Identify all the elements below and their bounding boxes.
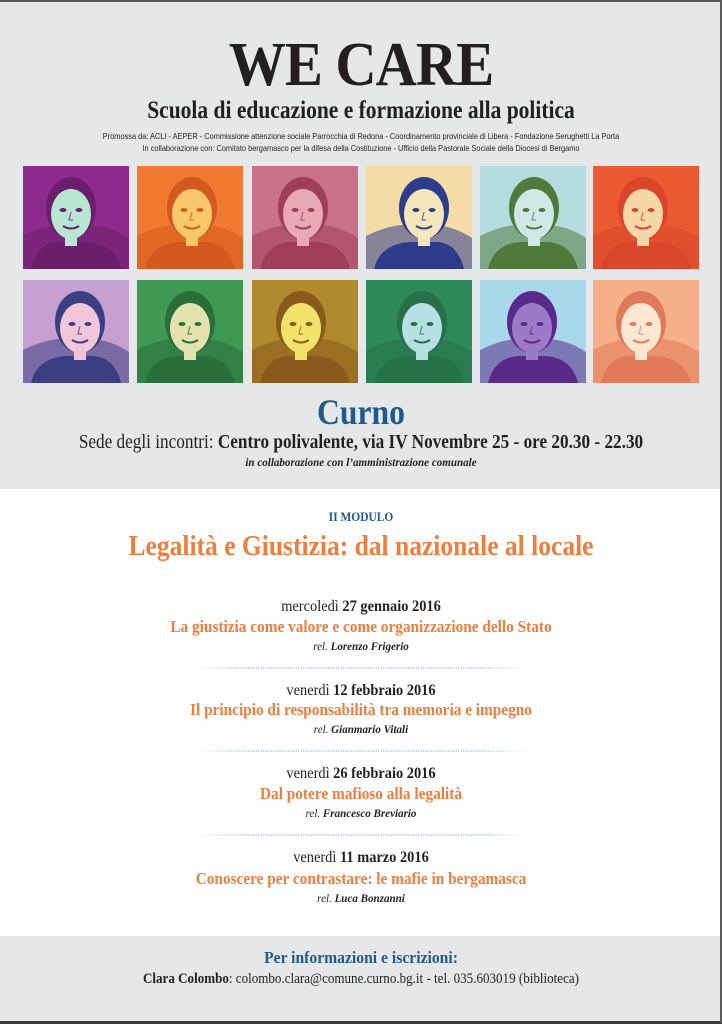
- event-title: Il principio di responsabilità tra memoria e impegno: [190, 700, 532, 719]
- contact-line: [36, 970, 686, 988]
- portrait-image: [23, 280, 129, 383]
- portrait-tile: [593, 166, 699, 269]
- portrait-image: [593, 280, 699, 383]
- portrait-tile: [252, 166, 358, 269]
- event-speaker: [29, 891, 693, 905]
- portrait-image: [252, 166, 358, 269]
- event-separator: [195, 834, 530, 836]
- venue-line: [51, 430, 672, 454]
- portrait-tile: [23, 280, 129, 383]
- portrait-image: [480, 280, 586, 383]
- speaker-prefix: rel.: [305, 806, 323, 820]
- venue-value: Centro polivalente, via IV Novembre 25 - ore 20.30 - 22.30: [217, 431, 644, 453]
- event-date-value: 26 febbraio 2016: [333, 765, 436, 782]
- event-weekday: venerdì: [286, 765, 334, 782]
- module-label: II MODULO: [328, 509, 394, 524]
- portrait-image: [480, 166, 586, 269]
- portrait-image: [23, 166, 129, 269]
- portrait-tile: [366, 280, 472, 383]
- portrait-image: [366, 280, 472, 383]
- event-title: Conoscere per contrastare: le mafie in bergamasca: [195, 869, 527, 888]
- city-name: Curno: [316, 392, 406, 432]
- contact-details[interactable]: : colombo.clara@comune.curno.bg.it - tel. 035.603019 (biblioteca): [228, 971, 580, 987]
- speaker-name: Gianmario Vitali: [331, 722, 409, 736]
- page-subtitle: Scuola di educazione e formazione alla politica: [147, 97, 575, 124]
- portrait-tile: [366, 166, 472, 269]
- event-separator: [195, 750, 530, 752]
- portrait-tile: [23, 166, 129, 269]
- promoters-line: Promossa da: ACLI - AEPER - Commissione attenzione sociale Parrocchia di Redona - Coordinamento provinciale di Libera - Fondazione Serughetti La Porta: [102, 131, 620, 141]
- collaborators-line: In collaborazione con: Comitato bergamasco per la difesa della Costituzione - Ufficio della Pastorale Sociale della Diocesi di Bergamo: [142, 143, 580, 153]
- portrait-image: [593, 166, 699, 269]
- speaker-prefix: rel.: [313, 722, 332, 736]
- speaker-name: Luca Bonzanni: [334, 891, 405, 905]
- speaker-prefix: rel.: [317, 891, 335, 905]
- event-separator: [195, 667, 530, 669]
- event-date-value: 11 marzo 2016: [339, 849, 429, 866]
- event-weekday: mercoledì: [281, 598, 343, 615]
- event-date: [36, 849, 686, 867]
- info-heading: Per informazioni e iscrizioni:: [264, 948, 458, 967]
- portrait-image: [137, 166, 243, 269]
- portrait-image: [366, 166, 472, 269]
- event-title: La giustizia come valore e come organizzazione dello Stato: [170, 617, 552, 636]
- event-weekday: venerdì: [293, 849, 340, 866]
- event-date: [36, 598, 686, 616]
- module-title: Legalità e Giustizia: dal nazionale al locale: [128, 530, 594, 562]
- portrait-image: [252, 280, 358, 383]
- speaker-prefix: rel.: [313, 639, 331, 653]
- portrait-tile: [593, 280, 699, 383]
- page-title: WE CARE: [228, 31, 494, 99]
- venue-label: Sede degli incontri:: [78, 431, 218, 453]
- event-date-value: 27 gennaio 2016: [342, 598, 441, 615]
- portrait-image: [137, 280, 243, 383]
- event-date: [36, 765, 686, 783]
- speaker-name: Lorenzo Frigerio: [330, 639, 409, 653]
- event-speaker: [29, 639, 693, 653]
- event-date: [36, 682, 686, 700]
- contact-name: Clara Colombo: [142, 971, 229, 987]
- municipal-collaboration: in collaborazione con l’amministrazione comunale: [245, 455, 477, 469]
- event-date-value: 12 febbraio 2016: [333, 682, 436, 699]
- portrait-tile: [137, 166, 243, 269]
- portrait-tile: [252, 280, 358, 383]
- event-speaker: [29, 722, 693, 736]
- portrait-tile: [137, 280, 243, 383]
- event-speaker: [29, 806, 693, 820]
- event-weekday: venerdì: [286, 682, 334, 699]
- portrait-tile: [480, 280, 586, 383]
- speaker-name: Francesco Breviario: [322, 806, 417, 820]
- portrait-tile: [480, 166, 586, 269]
- event-title: Dal potere mafioso alla legalità: [260, 784, 462, 803]
